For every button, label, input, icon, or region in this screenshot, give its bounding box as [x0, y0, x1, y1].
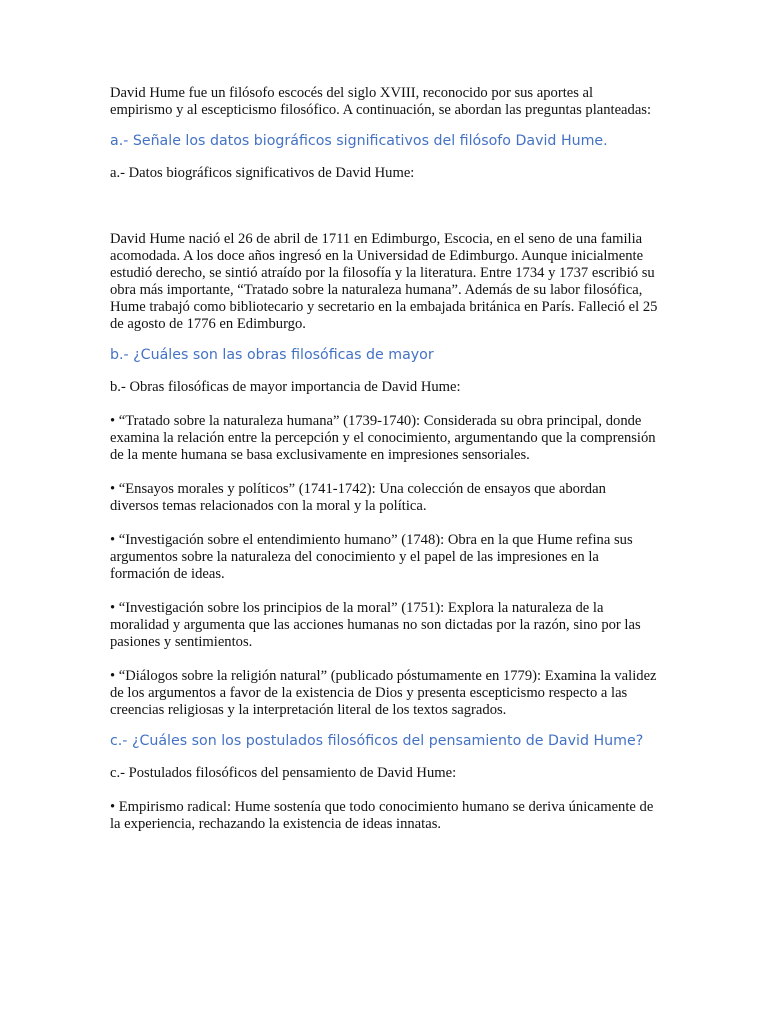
- section-a-subtitle: a.- Datos biográficos significativos de David Hume:: [110, 165, 415, 181]
- section-b-item: • “Investigación sobre los principios de la moral” (1751): Explora la naturaleza de la moralidad y argumenta que las acciones humanas no son dictadas por la razón, sino por las pasiones y sentimientos.: [110, 600, 641, 650]
- intro-paragraph: David Hume fue un filósofo escocés del siglo XVIII, reconocido por sus aportes al empirismo y al escepticismo filosófico. A continuación, se abordan las preguntas planteadas:: [110, 85, 652, 118]
- section-c-subtitle: c.- Postulados filosóficos del pensamiento de David Hume:: [110, 765, 457, 781]
- section-c-item: • Empirismo radical: Hume sostenía que todo conocimiento humano se deriva únicamente de la experiencia, rechazando la existencia de ideas innatas.: [110, 799, 654, 832]
- section-b-item: • “Diálogos sobre la religión natural” (publicado póstumamente en 1779): Examina la validez de los argumentos a favor de la existencia de Dios y presenta escepticismo respecto a las creencias religiosas y la interpretación literal de los textos sagrados.: [110, 668, 657, 718]
- section-b-item: • “Tratado sobre la naturaleza humana” (1739-1740): Considerada su obra principal, donde examina la relación entre la percepción y el conocimiento, argumentando que la comprensión de la mente humana se basa exclusivamente en impresiones sensoriales.: [110, 413, 656, 463]
- section-b-item: • “Ensayos morales y políticos” (1741-1742): Una colección de ensayos que abordan diversos temas relacionados con la moral y la política.: [110, 481, 606, 514]
- section-a-heading: a.- Señale los datos biográficos significativos del filósofo David Hume.: [110, 133, 608, 149]
- section-b-subtitle: b.- Obras filosóficas de mayor importancia de David Hume:: [110, 379, 461, 395]
- section-b-heading: b.- ¿Cuáles son las obras filosóficas de mayor: [110, 347, 434, 363]
- section-c-heading: c.- ¿Cuáles son los postulados filosóficos del pensamiento de David Hume?: [110, 733, 644, 749]
- document-page: [110, 85, 658, 833]
- section-b-item: • “Investigación sobre el entendimiento humano” (1748): Obra en la que Hume refina sus argumentos sobre la naturaleza del conocimiento y el papel de las impresiones en la formación de ideas.: [110, 532, 633, 582]
- section-a-body: David Hume nació el 26 de abril de 1711 en Edimburgo, Escocia, en el seno de una familia acomodada. A los doce años ingresó en la Universidad de Edimburgo. Aunque inicialmente estudió derecho, se sintió atraído por la filosofía y la literatura. Entre 1734 y 1737 escribió su obra más importante, “Tratado sobre la naturaleza humana”. Además de su labor filosófica, Hume trabajó como bibliotecario y secretario en la embajada británica en París. Falleció el 25 de agosto de 1776 en Edimburgo.: [110, 231, 658, 332]
